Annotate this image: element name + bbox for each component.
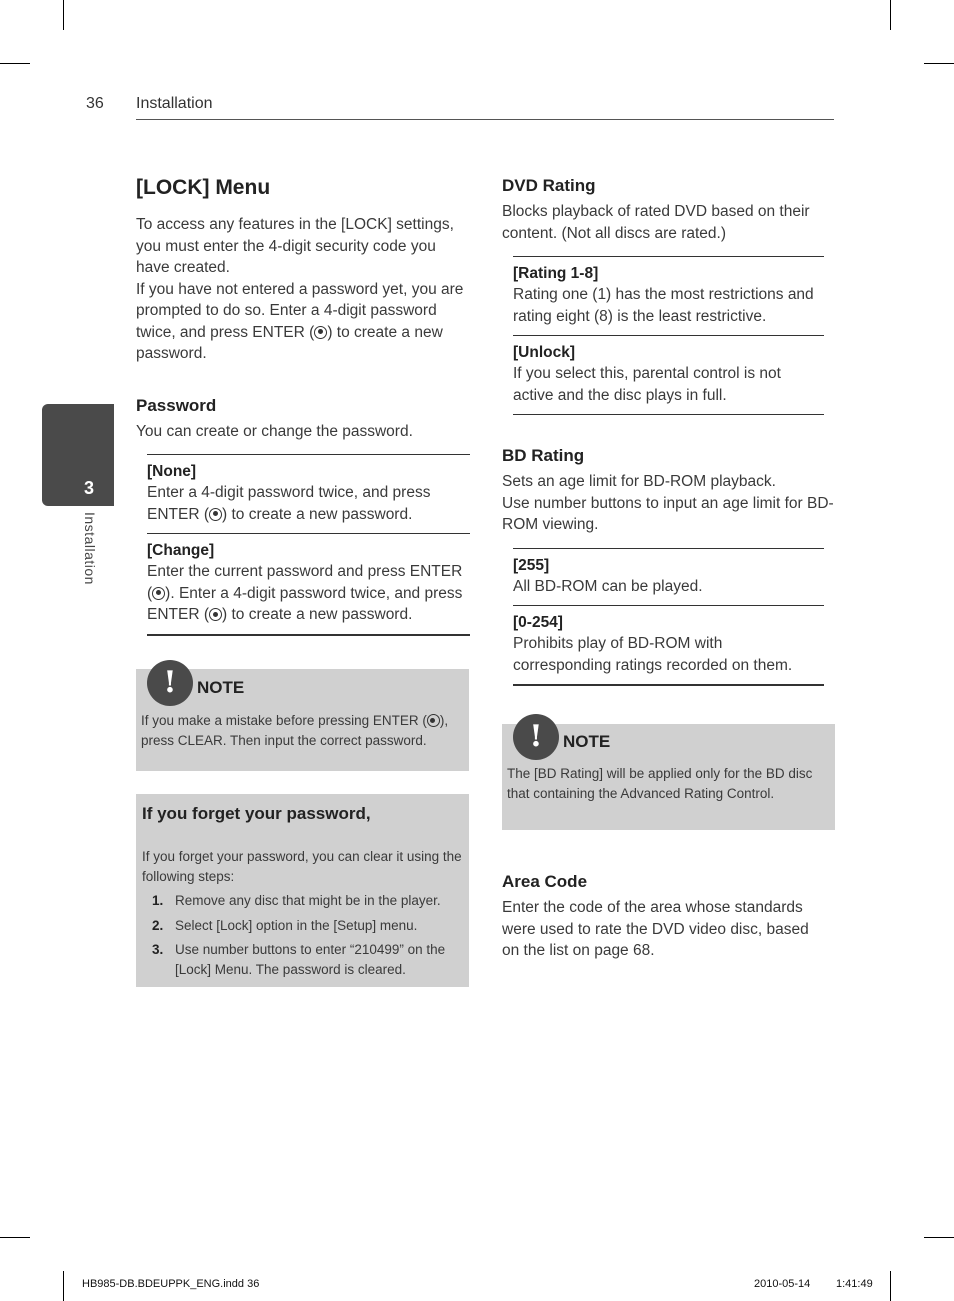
crop-mark <box>63 1271 64 1301</box>
lock-intro-password: If you have not entered a password yet, you are prompted to do so. Enter a 4-digit password twice, and press ENTER ( ) to create a new password. <box>136 280 464 362</box>
area-code-section <box>502 872 827 962</box>
dvd-options <box>513 256 824 415</box>
enter-icon <box>209 508 222 521</box>
password-heading: Password <box>136 395 217 415</box>
note-box <box>502 719 835 830</box>
option-title: [Rating 1-8] <box>513 265 599 282</box>
right-column <box>502 176 835 686</box>
option-text: Prohibits play of BD-ROM with corresponding ratings recorded on them. <box>513 635 793 674</box>
option-title: [None] <box>147 463 197 480</box>
area-code-desc: Enter the code of the area whose standards were used to rate the DVD video disc, based on the list on page 68. <box>502 899 809 959</box>
option-title: [Unlock] <box>513 344 575 361</box>
area-code-heading: Area Code <box>502 872 588 891</box>
option-text: Rating one (1) has the most restrictions and rating eight (8) is the least restrictive. <box>513 286 814 325</box>
forget-password-box <box>136 794 469 987</box>
header-rule <box>136 119 834 120</box>
crop-mark <box>890 1271 891 1301</box>
list-item: 1. Remove any disc that might be in the player. <box>152 893 441 908</box>
option-0-254 <box>513 605 824 685</box>
chapter-label: Installation <box>82 512 98 585</box>
crop-mark <box>924 1237 954 1238</box>
option-text: Enter a 4-digit password twice, and press ENTER ( ) to create a new password. <box>147 484 431 523</box>
enter-icon <box>152 587 165 600</box>
list-item: 2. Select [Lock] option in the [Setup] menu. <box>152 917 418 933</box>
option-unlock <box>513 335 824 415</box>
footer-time: 1:41:49 <box>836 1278 873 1290</box>
crop-mark <box>924 63 954 64</box>
enter-icon <box>314 326 327 339</box>
chapter-tab <box>42 404 114 506</box>
option-text: Enter the current password and press ENTER ( ). Enter a 4-digit password twice, and press ENTER ( ) to create a new password. <box>147 563 463 623</box>
crop-mark <box>0 63 30 64</box>
chapter-number: 3 <box>84 478 95 498</box>
bd-options <box>513 548 824 687</box>
forget-title: If you forget your password, <box>142 804 371 823</box>
bd-rating-heading: BD Rating <box>502 446 585 465</box>
lock-intro: To access any features in the [LOCK] settings, you must enter the 4-digit security code you have created. <box>136 216 454 276</box>
bd-rating-desc-2: Use number buttons to input an age limit for BD-ROM viewing. <box>502 494 834 533</box>
crop-mark <box>890 0 891 30</box>
option-text: All BD-ROM can be played. <box>513 577 703 595</box>
dvd-rating-heading: DVD Rating <box>502 176 596 195</box>
option-title: [255] <box>513 556 550 574</box>
page-number: 36 <box>86 95 104 112</box>
note-box <box>136 665 469 771</box>
section-title: Installation <box>136 95 213 112</box>
option-title: [Change] <box>147 542 215 559</box>
crop-mark <box>0 1237 30 1238</box>
option-text: If you select this, parental control is not active and the disc plays in full. <box>513 365 781 404</box>
password-desc: You can create or change the password. <box>136 422 413 440</box>
page-title: [LOCK] Menu <box>136 176 271 199</box>
footer-date: 2010-05-14 <box>754 1278 811 1290</box>
option-rating <box>513 257 824 335</box>
left-column <box>136 176 470 636</box>
enter-icon <box>209 608 222 621</box>
crop-mark <box>63 0 64 30</box>
note-text: If you make a mistake before pressing ENTER ( ), press CLEAR. Then input the correct password. <box>141 713 449 748</box>
note-title: NOTE <box>563 732 611 751</box>
option-title: [0-254] <box>513 614 563 631</box>
footer-file: HB985-DB.BDEUPPK_ENG.indd 36 <box>82 1278 260 1290</box>
forget-steps <box>142 891 464 984</box>
exclamation-icon: ! <box>147 660 193 706</box>
exclamation-icon: ! <box>513 714 559 760</box>
forget-intro: If you forget your password, you can clear it using the following steps: <box>142 849 462 884</box>
bd-rating-desc: Sets an age limit for BD-ROM playback. <box>502 473 776 490</box>
note-title: NOTE <box>197 678 245 697</box>
option-change <box>147 533 470 635</box>
list-item: 3. Use number buttons to enter “210499” on the [Lock] Menu. The password is cleared. <box>152 942 446 977</box>
option-255 <box>513 549 824 606</box>
option-none <box>147 455 470 533</box>
enter-icon <box>427 714 440 727</box>
note-text: The [BD Rating] will be applied only for the BD disc that containing the Advanced Rating Control. <box>507 766 813 801</box>
password-options <box>147 454 470 636</box>
dvd-rating-desc: Blocks playback of rated DVD based on their content. (Not all discs are rated.) <box>502 203 810 242</box>
